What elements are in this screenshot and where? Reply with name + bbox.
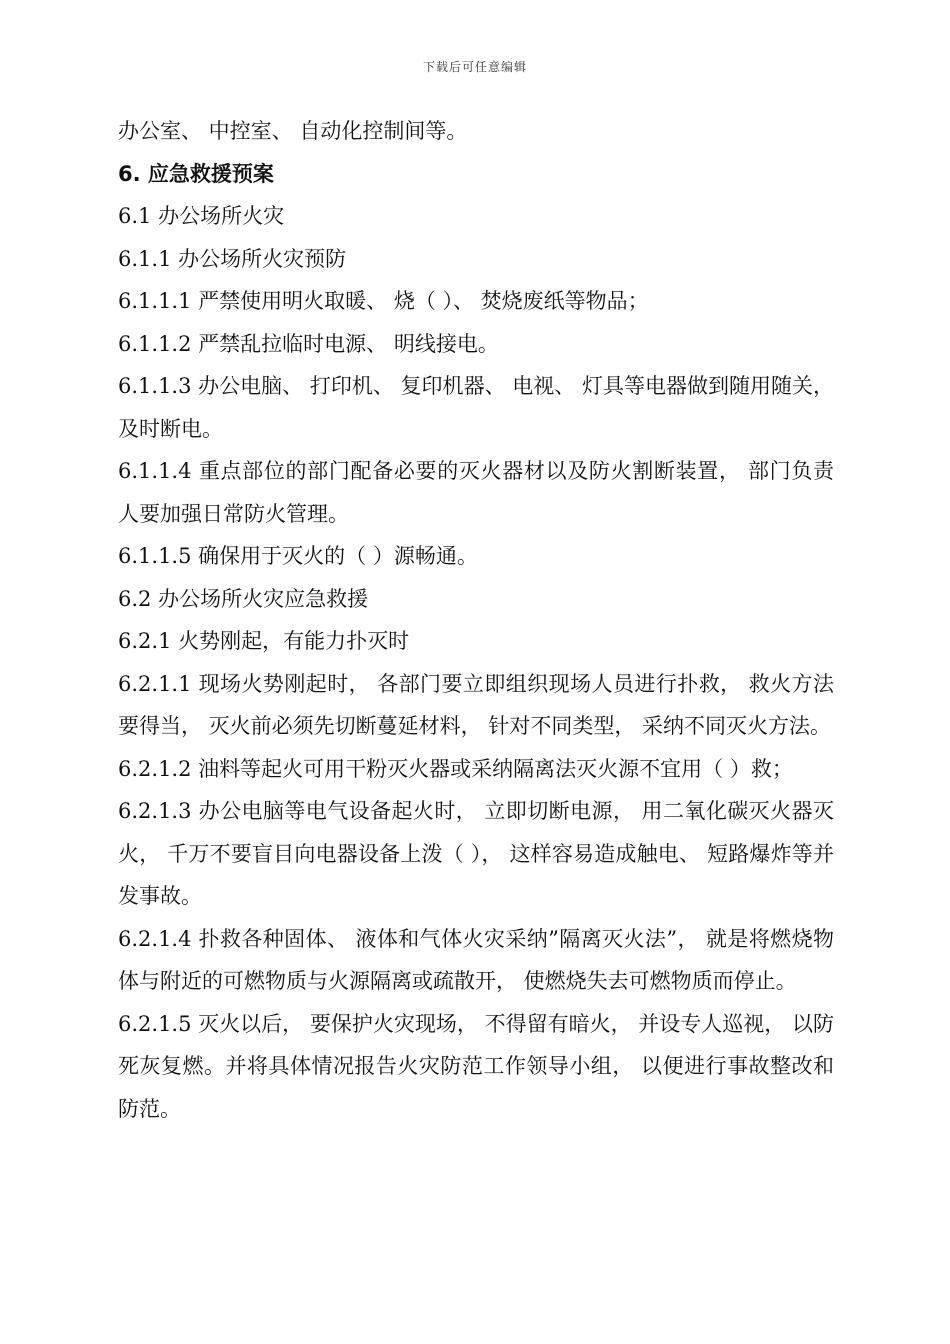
item-6-1-1-3: 6.1.1.3 办公电脑、 打印机、 复印机器、 电视、 灯具等电器做到随用随关， 及时断电。 [118,374,834,441]
subsection-6-2: 6.2 办公场所火灾应急救援 [118,586,369,611]
item-6-1-1-1: 6.1.1.1 严禁使用明火取暖、 烧（ ）、 焚烧废纸等物品； [118,289,649,313]
item-6-1-1-2: 6.1.1.2 严禁乱拉临时电源、 明线接电。 [118,331,499,356]
item-6-1-1-4: 6.1.1.4 重点部位的部门配备必要的灭火器材以及防火割断装置， 部门负责人要加强日常防火管理。 [118,459,834,526]
section-heading-6: 6. 应急救援预案 [118,161,274,186]
subsection-6-2-1: 6.2.1 火势刚起，有能力扑灭时 [118,629,410,653]
item-6-2-1-1: 6.2.1.1 现场火势刚起时， 各部门要立即组织现场人员进行扑救， 救火方法要得当， 灭火前必须先切断蔓延材料， 针对不同类型， 采纳不同灭火方法。 [118,671,834,738]
subsection-6-1-1: 6.1.1 办公场所火灾预防 [118,246,347,271]
paragraph-continuation: 办公室、 中控室、 自动化控制间等。 [118,119,468,143]
subsection-6-1: 6.1 办公场所火灾 [118,204,285,228]
page-header: 下载后可任意编辑 [422,60,527,74]
item-6-2-1-3: 6.2.1.3 办公电脑等电气设备起火时， 立即切断电源， 用二氧化碳灭火器灭火， 千万不要盲目向电器设备上泼（ ）， 这样容易造成触电、 短路爆炸等并发事故。 [118,799,834,908]
item-6-2-1-4: 6.2.1.4 扑救各种固体、 液体和气体火灾采纳”隔离灭火法”， 就是将燃烧物体与附近的可燃物质与火源隔离或疏散开， 使燃烧失去可燃物质而停止。 [118,926,834,993]
item-6-2-1-5: 6.2.1.5 灭火以后， 要保护火灾现场， 不得留有暗火， 并设专人巡视， 以防死灰复燃。并将具体情况报告火灾防范工作领导小组， 以便进行事故整改和防范。 [118,1011,834,1121]
item-6-1-1-5: 6.1.1.5 确保用于灭火的（ ）源畅通。 [118,544,478,568]
item-6-2-1-2: 6.2.1.2 油料等起火可用干粉灭火器或采纳隔离法灭火源不宜用（ ）救； [118,756,793,781]
document-body [118,110,834,1130]
